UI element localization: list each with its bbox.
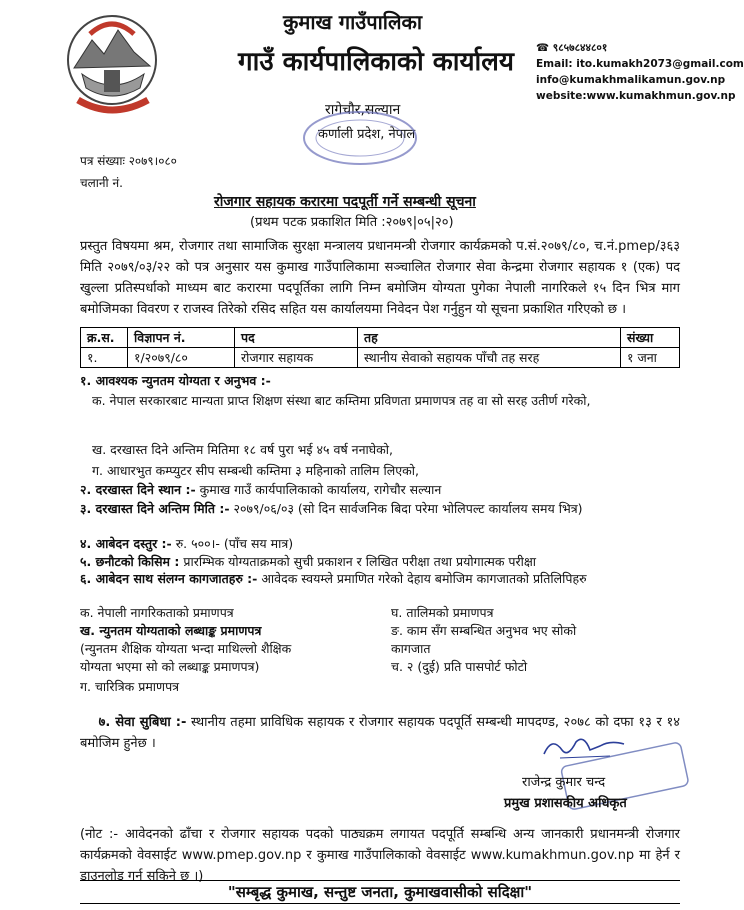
notice-title: रोजगार सहायक करारमा पदपूर्ती गर्ने सम्बन्धी सूचना bbox=[214, 194, 476, 210]
org-name: कुमाख गाउँपालिका bbox=[283, 10, 423, 34]
table-row bbox=[81, 348, 680, 368]
place-value: कुमाख गाउँ कार्यपालिकाको कार्यालय, रागेचौर सल्यान bbox=[199, 482, 442, 497]
reference-block bbox=[80, 150, 177, 194]
facility-value: स्थानीय तहमा प्राविधिक सहायक र रोजगार सहायक पदपूर्ति सम्बन्धी मापदण्ड, २०७८ को दफा १३ र १४ बमोजिम हुनेछ । bbox=[80, 715, 680, 751]
slogan: "सम्बृद्ध कुमाख, सन्तुष्ट जनता, कुमाखवासीको सदिक्षा" bbox=[80, 880, 680, 904]
cell-level: स्थानीय सेवाको सहायक पाँचौ तह सरह bbox=[358, 348, 621, 368]
dispatch-number: चलानी नं. bbox=[80, 176, 123, 190]
doc-right-item: घ. तालिमको प्रमाणपत्र bbox=[391, 605, 494, 620]
application-fee bbox=[80, 535, 293, 552]
address-line-2: कर्णाली प्रदेश, नेपाल bbox=[318, 127, 416, 142]
phone-number: ☎ ९८५७८४४८०१ bbox=[536, 42, 608, 54]
requirement-item: ख. दरखास्त दिने अन्तिम मितिमा १८ वर्ष पुरा भई ४५ वर्ष ननाघेको, bbox=[92, 442, 393, 457]
selection-label: ५. छनौटको किसिम : bbox=[80, 554, 180, 569]
footer-note: (नोट :- आवेदनको ढाँचा र रोजगार सहायक पदको पाठ्यक्रम लगायत पदपूर्ति सम्बन्धि अन्य जानकारी प्रधानमन्त्री रोजगार कार्यक्रमको वेवसाईट www.pmep.gov.np र कुमाख गाउँपालिकाको वेवसाईट www.kumakhmun.gov.np मा हेर्न र डाउनलोड गर्न सकिने छ ।) bbox=[80, 827, 680, 884]
docs-value: आवेदक स्वयम्ले प्रमाणित गरेको देहाय बमोजिम कागजातको प्रतिलिपिहरु bbox=[261, 571, 587, 586]
doc-left-item: (न्युनतम शैक्षिक योग्यता भन्दा माथिल्लो शैक्षिक bbox=[80, 641, 292, 656]
fee-value: रु. ५००।- (पाँच सय मात्र) bbox=[175, 536, 294, 551]
cell-sn: १. bbox=[81, 348, 128, 368]
place-label: २. दरखास्त दिने स्थान :- bbox=[80, 482, 196, 497]
signer-title: प्रमुख प्रशासकीय अधिकृत bbox=[504, 796, 627, 811]
doc-left-item: योग्यता भएमा सो को लब्धाङ्क प्रमाणपत्र) bbox=[80, 659, 260, 674]
intro-paragraph: प्रस्तुत विषयमा श्रम, रोजगार तथा सामाजिक सुरक्षा मन्त्रालय प्रधानमन्त्री रोजगार कार्यक्रमको प.सं.२०७९/८०, च.नं.pmep/३६३ मिति २०७९/०३/२२ को पत्र अनुसार यस कुमाख गाउँपालिकामा सञ्चालित रोजगार सेवा केन्द्रमा रोजगार सहायक १ (एक) पद खुल्ला प्रतिस्पर्धाको माध्यम बाट करारमा पदपूर्तिका लागि निम्न बमोजिम योग्यता पुगेका नेपाली नागरिकले १५ दिन भित्र माग बमोजिमका विवरण र राजस्व तिरेको रसिद सहित यस कार्यालयमा निवेदन पेश गर्नुहुन यो सूचना प्रकाशित गरिएको छ । bbox=[80, 239, 680, 317]
email-secondary: info@kumakhmalikamun.gov.np bbox=[536, 74, 726, 86]
doc-right-item: कागजात bbox=[391, 641, 431, 656]
application-deadline bbox=[80, 500, 680, 517]
selection-value: प्रारम्भिक योग्यताक्रमको सुची प्रकाशन र लिखित परीक्षा तथा प्रयोगात्मक परीक्षा bbox=[183, 554, 537, 569]
email-primary: Email: ito.kumakh2073@gmail.com bbox=[536, 58, 744, 70]
cell-count: १ जना bbox=[621, 348, 680, 368]
docs-label: ६. आबेदन साथ संलग्न कागजातहरु :- bbox=[80, 571, 258, 586]
notice-subtitle: (प्रथम पटक प्रकाशित मिति :२०७९|०५|२०) bbox=[250, 215, 454, 230]
requirement-item: ग. आधारभुत कम्प्युटर सीप सम्बन्धी कम्तिमा ३ महिनाको तालिम लिएको, bbox=[92, 463, 419, 478]
office-stamp bbox=[300, 108, 420, 168]
address-line-1: रागेचौर,सल्यान bbox=[325, 102, 401, 118]
col-level: तह bbox=[358, 328, 621, 348]
selection-type bbox=[80, 553, 536, 570]
deadline-value: २०७९/०६/०३ (सो दिन सार्वजनिक बिदा परेमा भोलिपल्ट कार्यालय समय भित्र) bbox=[233, 501, 583, 516]
required-documents bbox=[80, 570, 680, 587]
fee-label: ४. आबेदन दस्तुर :- bbox=[80, 536, 172, 551]
ref-number: पत्र संख्याः २०७९।०८० bbox=[80, 154, 177, 168]
doc-right-item: च. २ (दुई) प्रति पासपोर्ट फोटो bbox=[391, 659, 528, 674]
deadline-label: ३. दरखास्त दिने अन्तिम मिति :- bbox=[80, 501, 230, 516]
signer-name: राजेन्द्र कुमार चन्द bbox=[522, 775, 606, 790]
doc-left-item: ग. चारित्रिक प्रमाणपत्र bbox=[80, 679, 180, 694]
col-count: संख्या bbox=[621, 328, 680, 348]
doc-right-item: ङ. काम सँग सम्बन्धित अनुभव भए सोको bbox=[391, 623, 577, 638]
cell-ad-no: १/२०७९/८० bbox=[128, 348, 235, 368]
col-sn: क्र.स. bbox=[81, 328, 128, 348]
doc-left-item: क. नेपाली नागरिकताको प्रमाणपत्र bbox=[80, 605, 234, 620]
nepal-emblem-logo bbox=[60, 8, 165, 126]
col-post: पद bbox=[235, 328, 358, 348]
facility-label: ७. सेवा सुबिधा :- bbox=[98, 715, 187, 730]
table-header-row bbox=[81, 328, 680, 348]
requirements-heading: १. आवश्यक न्युनतम योग्यता र अनुभव :- bbox=[80, 373, 271, 388]
application-place bbox=[80, 481, 441, 498]
contact-block bbox=[536, 40, 744, 104]
website: website:www.kumakhmun.gov.np bbox=[536, 90, 736, 102]
office-name: गाउँ कार्यपालिकाको कार्यालय bbox=[238, 47, 514, 77]
doc-left-item: ख. न्युनतम योग्यताको लब्धाङ्क प्रमाणपत्र bbox=[80, 623, 262, 638]
requirement-item: क. नेपाल सरकारबाट मान्यता प्राप्त शिक्षण संस्था बाट कम्तिमा प्रविणता प्रमाणपत्र तह वा सो सरह उतीर्ण गरेको, bbox=[92, 393, 591, 408]
col-ad-no: विज्ञापन नं. bbox=[128, 328, 235, 348]
vacancy-table bbox=[80, 327, 680, 368]
cell-post: रोजगार सहायक bbox=[235, 348, 358, 368]
